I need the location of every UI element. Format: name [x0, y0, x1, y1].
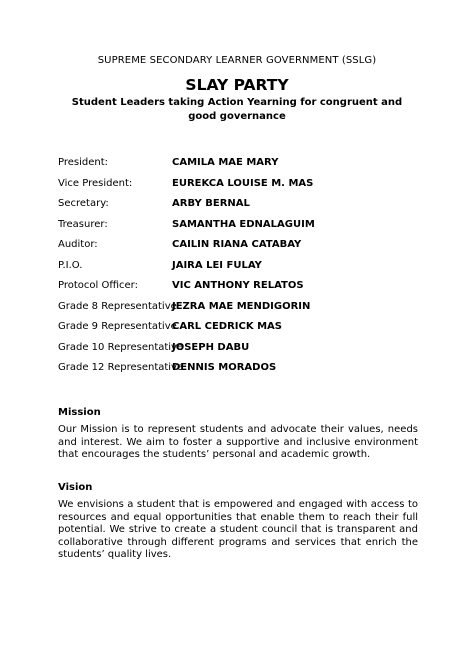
officer-row: [58, 153, 418, 174]
organization-line: SUPREME SECONDARY LEARNER GOVERNMENT (SSLG): [97, 55, 377, 66]
party-title: SLAY PARTY: [185, 76, 289, 94]
officer-role: Secretary:: [58, 198, 109, 209]
officer-role: President:: [58, 157, 109, 168]
officer-role: Grade 8 Representative: [58, 300, 177, 312]
officer-role: P.I.O.: [58, 259, 83, 271]
vision-paragraph: We envisions a student that is empowered and engaged with access to resources and equal opportunities that enable them to reach their full potential. We strive to create a student council that is transparent and collaborative through different programs and services that enrich the students’ quality lives.: [58, 499, 418, 561]
mission-paragraph: Our Mission is to represent students and advocate their values, needs and interest. We aim to foster a supportive and inclusive environment that encourages the students’ personal and academic growth.: [58, 424, 418, 461]
officer-role: Treasurer:: [58, 218, 108, 230]
officer-name: CAILIN RIANA CATABAY: [172, 239, 302, 250]
officer-role: Auditor:: [58, 239, 98, 250]
officer-row: [58, 297, 418, 318]
officer-name: EUREKCA LOUISE M. MAS: [172, 177, 314, 189]
officer-row: [58, 338, 418, 359]
officer-role: Vice President:: [58, 177, 133, 189]
officer-row: [58, 215, 418, 236]
officer-name: SAMANTHA EDNALAGUIM: [172, 218, 315, 230]
officer-name: VIC ANTHONY RELATOS: [172, 280, 304, 291]
officer-role: Grade 12 Representative: [58, 362, 184, 373]
officer-row: [58, 276, 418, 297]
officer-row: [58, 235, 418, 256]
officer-name: JOSEPH DABU: [172, 341, 250, 353]
officer-row: [58, 174, 418, 195]
officer-name: DENNIS MORADOS: [172, 362, 277, 373]
officer-role: Grade 9 Representative: [58, 321, 177, 332]
mission-heading: Mission: [58, 407, 101, 418]
officer-row: [58, 358, 418, 379]
officer-role: Grade 10 Representative: [58, 341, 184, 353]
officer-role: Protocol Officer:: [58, 280, 138, 291]
officer-name: CAMILA MAE MARY: [172, 157, 279, 168]
officer-row: [58, 317, 418, 338]
officer-name: JEZRA MAE MENDIGORIN: [172, 300, 311, 312]
officers-list: [58, 153, 418, 379]
vision-heading: Vision: [58, 482, 93, 493]
officer-row: [58, 194, 418, 215]
party-subtitle: Student Leaders taking Action Yearning for congruent and good governance: [71, 97, 403, 122]
officer-name: JAIRA LEI FULAY: [172, 259, 262, 271]
officer-name: CARL CEDRICK MAS: [172, 321, 282, 332]
officer-name: ARBY BERNAL: [172, 198, 250, 209]
officer-row: [58, 256, 418, 277]
